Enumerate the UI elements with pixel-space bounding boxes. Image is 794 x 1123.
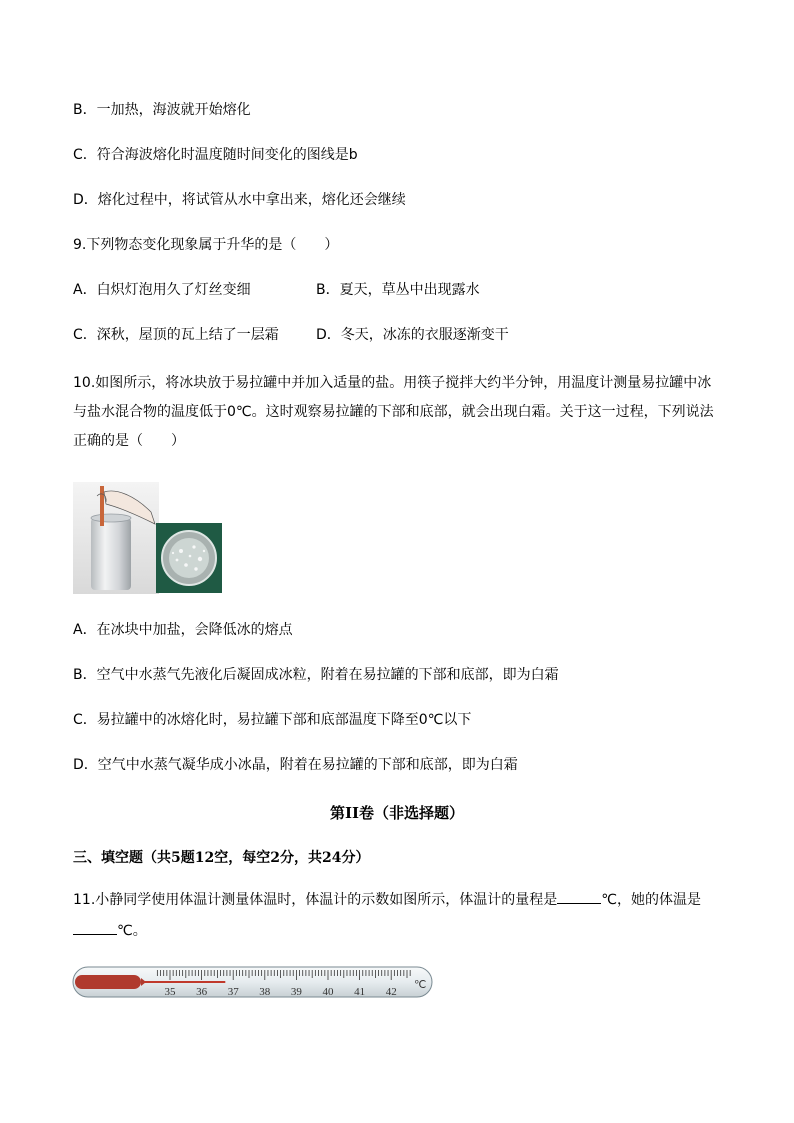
q8-option-d: D．熔化过程中，将试管从水中拿出来，熔化还会继续 [73, 192, 406, 208]
thermometer-unit-label: ℃ [414, 979, 427, 991]
q9-option-b: B．夏天，草丛中出现露水 [316, 282, 480, 298]
scale-label-36: 36 [196, 986, 208, 998]
q10-option-a: A．在冰块中加盐，会降低冰的熔点 [73, 622, 293, 638]
q11-stem-part3: ℃。 [117, 923, 147, 939]
section-heading: 三、填空题（共5题12空，每空2分，共24分） [73, 850, 370, 866]
thermometer-bulb [75, 975, 141, 989]
scale-label-40: 40 [322, 986, 334, 998]
section-title: 第II卷（非选择题） [329, 804, 465, 822]
scale-label-37: 37 [227, 986, 239, 998]
scale-label-39: 39 [290, 986, 302, 998]
q8-option-b: B．一加热，海波就开始熔化 [73, 102, 251, 118]
range-blank[interactable] [557, 889, 601, 904]
scale-label-41: 41 [354, 986, 366, 998]
mercury-column [144, 981, 225, 983]
q10-stem: 10.如图所示，将冰块放于易拉罐中并加入适量的盐。用筷子搅拌大约半分钟，用温度计测量易拉罐中冰与盐水混合物的温度低于0℃。这时观察易拉罐的下部和底部，就会出现白霜。关于这一过程，下列说法正确的是（ ） [73, 375, 714, 449]
q8-option-c: C．符合海波熔化时温度随时间变化的图线是b [73, 147, 358, 163]
q11-stem-part2: ℃，她的体温是 [601, 892, 701, 908]
clinical-thermometer-figure [72, 964, 434, 1004]
q11-stem-part1: 11.小静同学使用体温计测量体温时，体温计的示数如图所示，体温计的量程是 [73, 892, 558, 908]
q9-option-a: A．白炽灯泡用久了灯丝变细 [73, 282, 251, 298]
q11-stem [73, 885, 725, 947]
temperature-blank[interactable] [73, 920, 117, 935]
can-with-stirring-illustration [73, 482, 159, 594]
scale-label-38: 38 [259, 986, 271, 998]
q9-stem: 9.下列物态变化现象属于升华的是（ ） [73, 237, 339, 253]
scale-label-35: 35 [164, 986, 176, 998]
q9-option-c: C．深秋，屋顶的瓦上结了一层霜 [73, 327, 279, 343]
q9-option-d: D．冬天，冰冻的衣服逐渐变干 [316, 327, 509, 343]
q10-option-c: C．易拉罐中的冰熔化时，易拉罐下部和底部温度下降至0℃以下 [73, 712, 472, 728]
frost-on-can-bottom-photo [156, 523, 222, 593]
scale-label-42: 42 [385, 986, 397, 998]
q10-option-b: B．空气中水蒸气先液化后凝固成冰粒，附着在易拉罐的下部和底部，即为白霜 [73, 667, 559, 683]
q10-option-d: D．空气中水蒸气凝华成小冰晶，附着在易拉罐的下部和底部，即为白霜 [73, 757, 518, 773]
